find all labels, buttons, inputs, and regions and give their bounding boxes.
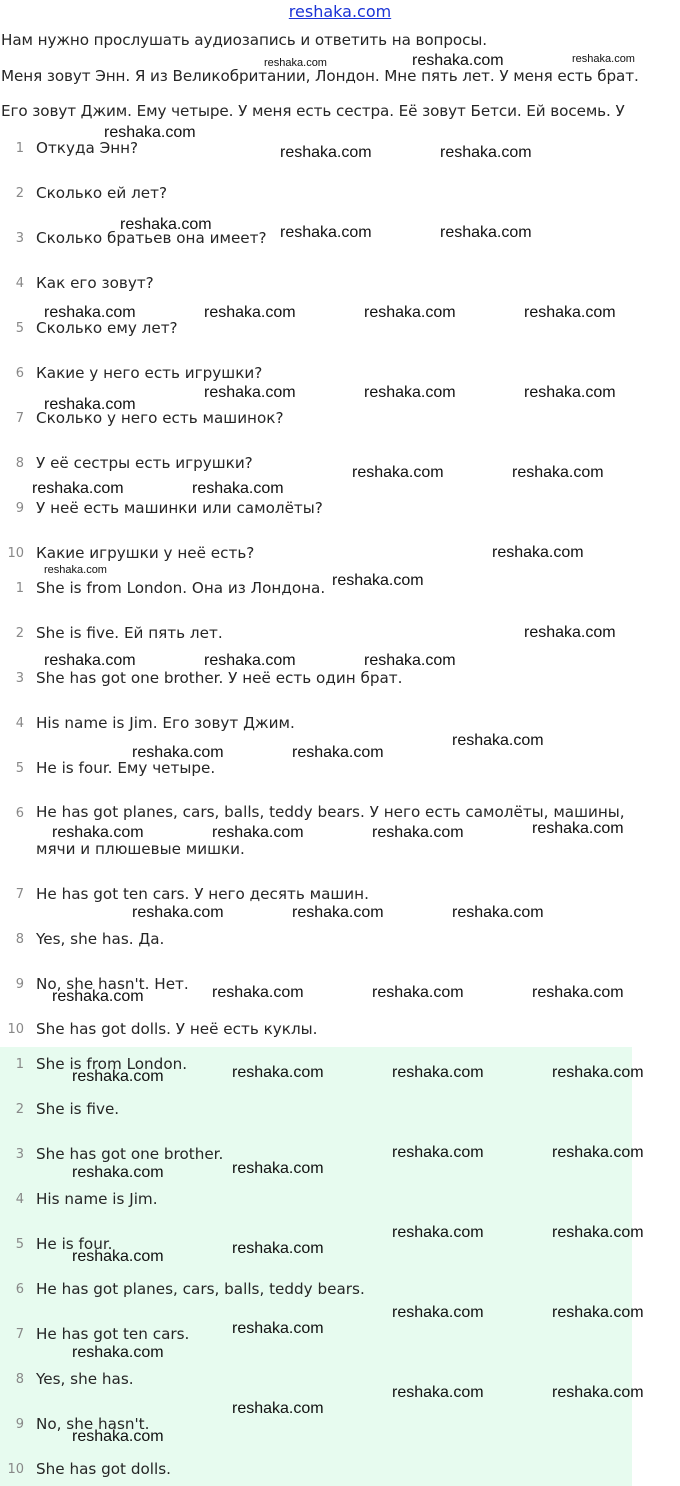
watermark-text: reshaka.com [372,984,464,1001]
watermark-text: reshaka.com [552,1304,644,1321]
intro-line-3: Его зовут Джим. Ему четыре. У меня есть сестра. Её зовут Бетси. Ей восемь. У [1,102,625,120]
question-item: Как его зовут? [36,274,154,292]
watermark-text: reshaka.com [44,564,107,576]
watermark-text: reshaka.com [104,124,196,141]
answer-number: 5 [15,1237,24,1252]
watermark-text: reshaka.com [204,304,296,321]
watermark-text: reshaka.com [32,480,124,497]
translation-number: 8 [15,932,24,947]
question-item: Какие у него есть игрушки? [36,364,263,382]
translation-number: 10 [7,1022,24,1037]
translation-number: 3 [15,671,24,686]
answer-item: Yes, she has. [36,1370,134,1388]
watermark-text: reshaka.com [192,480,284,497]
watermark-text: reshaka.com [440,224,532,241]
watermark-text: reshaka.com [532,820,624,837]
question-item: Сколько ей лет? [36,184,168,202]
watermark-text: reshaka.com [392,1224,484,1241]
watermark-text: reshaka.com [364,384,456,401]
watermark-text: reshaka.com [392,1304,484,1321]
question-number: 1 [15,141,24,156]
watermark-text: reshaka.com [552,1144,644,1161]
watermark-text: reshaka.com [352,464,444,481]
watermark-text: reshaka.com [552,1384,644,1401]
answer-item: No, she hasn't. [36,1415,150,1433]
watermark-text: reshaka.com [552,1224,644,1241]
translation-number: 1 [15,581,24,596]
watermark-text: reshaka.com [44,304,136,321]
translation-number: 2 [15,626,24,641]
watermark-text: reshaka.com [232,1240,324,1257]
watermark-text: reshaka.com [552,1064,644,1081]
answer-number: 3 [15,1147,24,1162]
watermark-text: reshaka.com [52,988,144,1005]
translation-item: She has got dolls. У неё есть куклы. [36,1020,318,1038]
translation-item: He is four. Ему четыре. [36,759,216,777]
watermark-text: reshaka.com [204,384,296,401]
answer-item: He has got ten cars. [36,1325,190,1343]
watermark-text: reshaka.com [392,1064,484,1081]
question-number: 9 [15,501,24,516]
watermark-text: reshaka.com [232,1160,324,1177]
watermark-text: reshaka.com [452,732,544,749]
question-item: У неё есть машинки или самолёты? [36,499,323,517]
intro-line-2: Меня зовут Энн. Я из Великобритании, Лондон. Мне пять лет. У меня есть брат. [1,67,639,85]
watermark-text: reshaka.com [212,984,304,1001]
watermark-text: reshaka.com [524,304,616,321]
question-number: 7 [15,411,24,426]
translation-item: She is from London. Она из Лондона. [36,579,326,597]
question-number: 6 [15,366,24,381]
translation-item: She is five. Ей пять лет. [36,624,223,642]
answer-number: 1 [15,1057,24,1072]
watermark-text: reshaka.com [44,396,136,413]
watermark-text: reshaka.com [232,1320,324,1337]
question-number: 4 [15,276,24,291]
question-item: Сколько у него есть машинок? [36,409,284,427]
watermark-text: reshaka.com [412,52,504,69]
watermark-text: reshaka.com [364,652,456,669]
question-number: 8 [15,456,24,471]
watermark-text: reshaka.com [52,824,144,841]
answer-item: His name is Jim. [36,1190,158,1208]
watermark-text: reshaka.com [492,544,584,561]
watermark-text: reshaka.com [212,824,304,841]
answer-item: He has got planes, cars, balls, teddy bears. [36,1280,365,1298]
watermark-text: reshaka.com [512,464,604,481]
watermark-text: reshaka.com [204,652,296,669]
answer-number: 2 [15,1102,24,1117]
question-item: Откуда Энн? [36,139,139,157]
site-link[interactable]: reshaka.com [288,2,392,21]
answer-item: He is four. [36,1235,113,1253]
watermark-text: reshaka.com [452,904,544,921]
watermark-text: reshaka.com [372,824,464,841]
translation-item: No, she hasn't. Нет. [36,975,189,993]
watermark-text: reshaka.com [264,57,327,69]
answer-item: She has got dolls. [36,1460,171,1478]
translation-item: She has got one brother. У неё есть один брат. [36,669,403,687]
watermark-text: reshaka.com [292,744,384,761]
watermark-text: reshaka.com [132,904,224,921]
translation-item: His name is Jim. Его зовут Джим. [36,714,295,732]
watermark-text: reshaka.com [72,1248,164,1265]
watermark-text: reshaka.com [532,984,624,1001]
question-item: Сколько братьев она имеет? [36,229,267,247]
watermark-text: reshaka.com [524,624,616,641]
answer-number: 7 [15,1327,24,1342]
translation-item: Yes, she has. Да. [36,930,165,948]
watermark-text: reshaka.com [132,744,224,761]
question-number: 2 [15,186,24,201]
watermark-text: reshaka.com [392,1144,484,1161]
translation-number: 5 [15,761,24,776]
watermark-text: reshaka.com [44,652,136,669]
question-item: Сколько ему лет? [36,319,178,337]
answer-number: 6 [15,1282,24,1297]
answer-number: 10 [7,1462,24,1477]
question-number: 10 [7,546,24,561]
watermark-text: reshaka.com [120,216,212,233]
watermark-text: reshaka.com [72,1428,164,1445]
watermark-text: reshaka.com [72,1068,164,1085]
question-number: 5 [15,321,24,336]
translation-number: 9 [15,977,24,992]
answer-number: 4 [15,1192,24,1207]
watermark-text: reshaka.com [364,304,456,321]
watermark-text: reshaka.com [572,53,635,65]
watermark-text: reshaka.com [280,224,372,241]
watermark-text: reshaka.com [524,384,616,401]
answer-item: She has got one brother. [36,1145,224,1163]
question-item: Какие игрушки у неё есть? [36,544,255,562]
answer-number: 9 [15,1417,24,1432]
watermark-text: reshaka.com [292,904,384,921]
question-number: 3 [15,231,24,246]
watermark-text: reshaka.com [232,1064,324,1081]
watermark-text: reshaka.com [232,1400,324,1417]
watermark-text: reshaka.com [72,1344,164,1361]
watermark-text: reshaka.com [72,1164,164,1181]
intro-line-1: Нам нужно прослушать аудиозапись и ответить на вопросы. [1,31,487,49]
translation-number: 6 [15,806,24,821]
watermark-text: reshaka.com [440,144,532,161]
answer-number: 8 [15,1372,24,1387]
translation-item: He has got ten cars. У него десять машин. [36,885,369,903]
translation-number: 7 [15,887,24,902]
translation-item: He has got planes, cars, balls, teddy bears. У него есть самолёты, машины, мячи и плюшевые мишки. [36,803,625,858]
question-item: У её сестры есть игрушки? [36,454,253,472]
answer-item: She is five. [36,1100,120,1118]
watermark-text: reshaka.com [280,144,372,161]
watermark-text: reshaka.com [332,572,424,589]
translation-number: 4 [15,716,24,731]
watermark-text: reshaka.com [392,1384,484,1401]
answer-item: She is from London. [36,1055,188,1073]
